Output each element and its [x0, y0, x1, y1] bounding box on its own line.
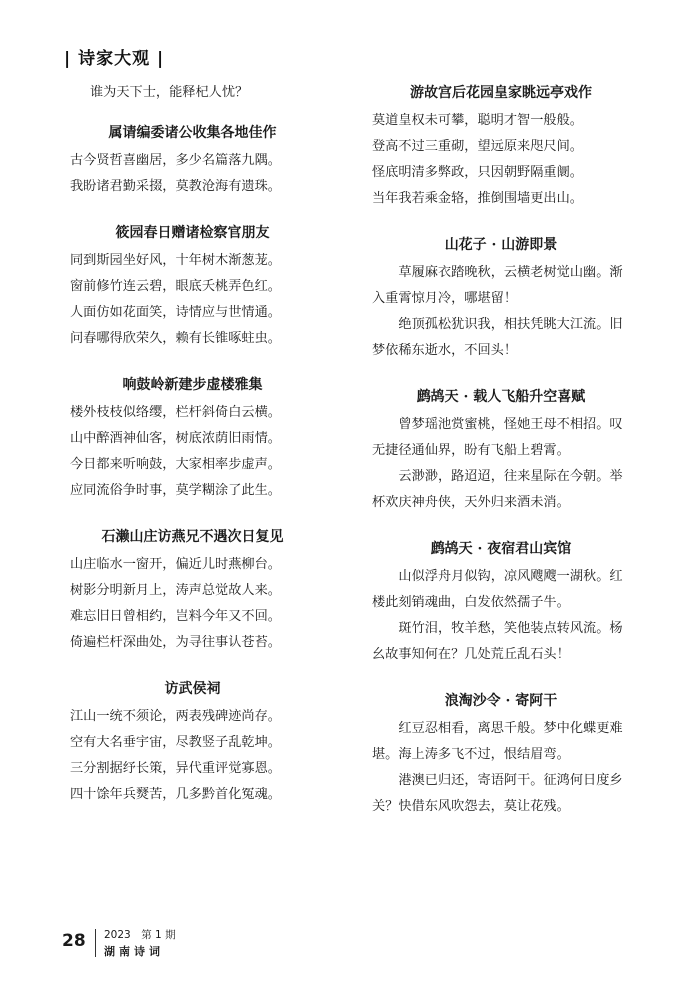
footer-divider: [95, 929, 96, 957]
poem-line: 倚遍栏杆深曲处，为寻往事认苍苔。: [70, 635, 281, 650]
poem-stanza: 草履麻衣踏晚秋，云横老树觉山幽。渐入重霄惊月冷，哪堪留！: [372, 265, 623, 306]
poem-line: 山庄临水一窗开，偏近儿时燕柳台。: [70, 557, 281, 572]
poem-line: 问春哪得欣荣久，赖有长锥啄蛀虫。: [70, 331, 281, 346]
poem-line: 怪底明清多弊政，只因朝野隔重阛。: [372, 165, 583, 180]
right-column: [372, 80, 630, 840]
poem-line: 同到斯园坐好风，十年树木渐葱茏。: [70, 253, 281, 268]
poem-title: 山花子 · 山游即景: [444, 237, 558, 253]
poem-title: 鹧鸪天 · 夜宿君山宾馆: [430, 541, 572, 557]
poem-title: 石濑山庄访燕兄不遇次日复见: [101, 529, 284, 545]
poem: [372, 688, 630, 820]
issue-label: 2023 第 1 期: [104, 929, 176, 941]
poem-stanza: 曾梦瑶池赏蜜桃，怪她王母不相招。叹无捷径通仙界，盼有飞船上碧霄。: [372, 417, 623, 458]
poem-title: 游故宫后花园皇家眺远亭戏作: [410, 85, 592, 101]
poem-line: 空有大名垂宇宙，尽教竖子乱乾坤。: [70, 735, 281, 750]
journal-logo: 湖南诗词: [104, 945, 164, 958]
poem-title: 鹧鸪天 · 载人飞船升空喜赋: [416, 389, 586, 405]
opening-line: 谁为天下士，能释杞人忧？: [90, 85, 249, 100]
poem: [70, 372, 315, 504]
poem-line: 树影分明新月上，涛声总觉故人来。: [70, 583, 281, 598]
poem: [70, 676, 315, 808]
poem-line: 应同流俗争时事，莫学糊涂了此生。: [70, 483, 281, 498]
poem-line: 今日都来听响鼓，大家相率步虚声。: [70, 457, 281, 472]
poem-stanza: 港澳已归还，寄语阿干。征鸿何日度乡关？快借东风吹怨去，莫让花残。: [372, 773, 623, 814]
poem-stanza: 绝顶孤松犹识我，相扶凭眺大江流。旧梦依稀东逝水，不回头！: [372, 317, 623, 358]
poem: [70, 220, 315, 352]
poem-stanza: 红豆忍相看，离思千般。梦中化蝶更难堪。海上涛多飞不过，恨结眉弯。: [372, 721, 623, 762]
poem-line: 楼外枝枝似络缨，栏杆斜倚白云横。: [70, 405, 281, 420]
poem-stanza: 山似浮舟月似钩，凉风飕飕一湖秋。红楼此刻销魂曲，白发依然孺子牛。: [372, 569, 623, 610]
poem: [372, 80, 630, 212]
poem-line: 我盼诸君勤采掇，莫教沧海有遗珠。: [70, 179, 281, 194]
poem-title: 筱园春日赠诸检察官朋友: [115, 225, 270, 241]
poem-title: 访武侯祠: [164, 681, 221, 697]
poem-line: 山中醉酒神仙客，树底浓荫旧雨情。: [70, 431, 281, 446]
poem-line: 四十馀年兵燹苦，几多黔首化冤魂。: [70, 787, 281, 802]
poem: [372, 232, 630, 364]
poem-line: 难忘旧日曾相约，岂料今年又不回。: [70, 609, 281, 624]
poem-line: 窗前修竹连云碧，眼底夭桃弄色红。: [70, 279, 281, 294]
poem-line: 人面仿如花面笑，诗情应与世情通。: [70, 305, 281, 320]
poem-line: 古今贤哲喜幽居，多少名篇落九隅。: [70, 153, 281, 168]
poem: [372, 536, 630, 668]
poem: [372, 384, 630, 516]
poem-line: 三分割据纾长策，异代重评觉寡恩。: [70, 761, 281, 776]
poem-title: 响鼓岭新建步虚楼雅集: [122, 377, 263, 393]
poem-line: 莫道皇权未可攀，聪明才智一般般。: [372, 113, 583, 128]
poem-stanza: 云渺渺，路迢迢，往来星际在今朝。举杯欢庆神舟侠，天外归来酒未消。: [372, 469, 623, 510]
left-column: [70, 80, 315, 828]
poem-line: 当年我若乘金辂，推倒围墙更出山。: [372, 191, 583, 206]
poem-line: 登高不过三重砌，望远原来咫尺间。: [372, 139, 583, 154]
page-number: 28: [62, 931, 86, 951]
poem-title: 属请编委诸公收集各地佳作: [108, 125, 277, 141]
poem-stanza: 斑竹泪，牧羊愁，笑他装点转风流。杨幺故事知何在？几处荒丘乱石头！: [372, 621, 623, 662]
poem: [70, 120, 315, 200]
section-header: | 诗家大观 |: [64, 49, 165, 69]
poem-title: 浪淘沙令 · 寄阿干: [444, 693, 558, 709]
poem: [70, 524, 315, 656]
poem-line: 江山一统不须论，两表残碑迹尚存。: [70, 709, 281, 724]
